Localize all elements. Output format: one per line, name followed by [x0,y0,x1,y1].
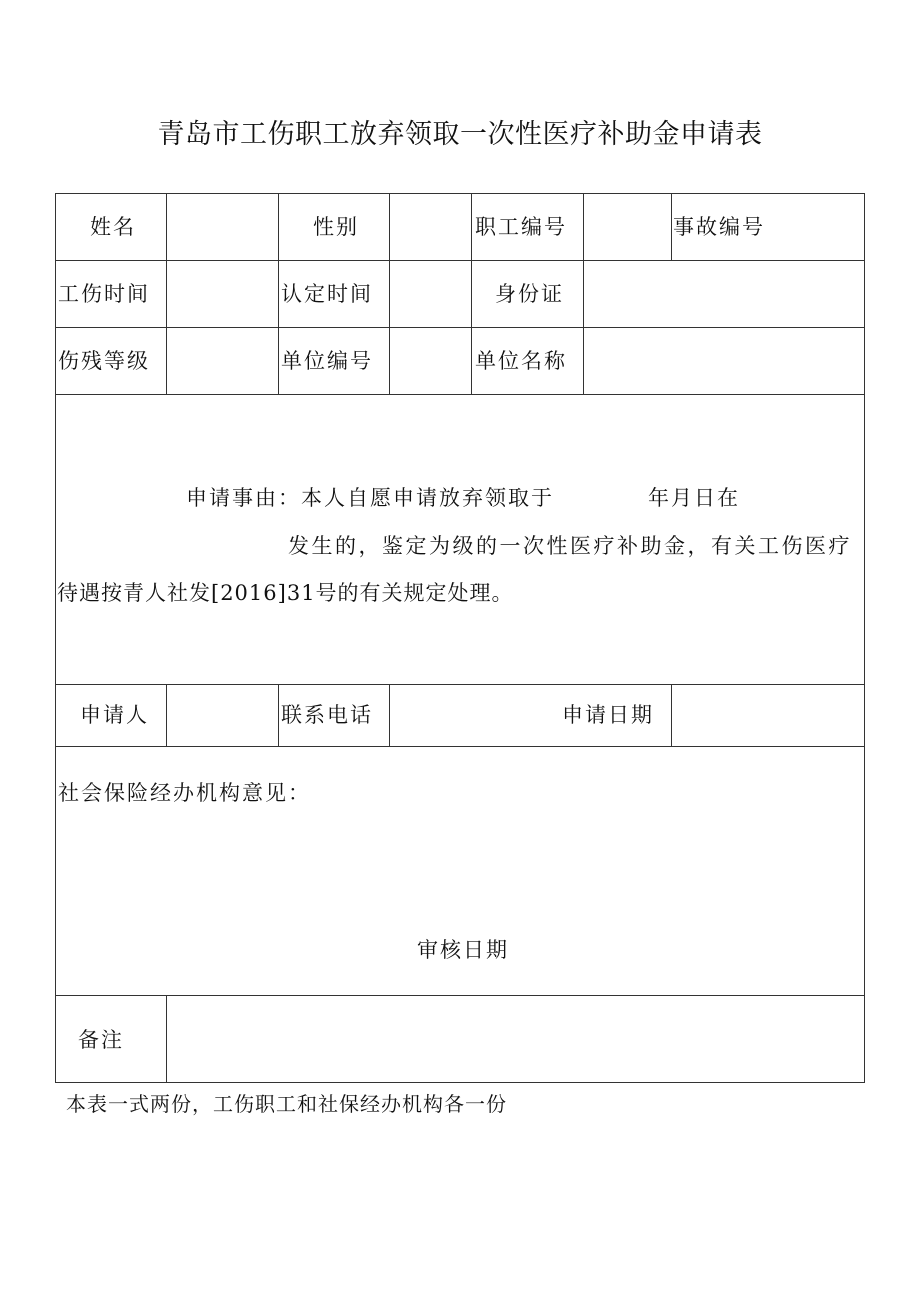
row-divider [55,394,865,395]
page-title: 青岛市工伤职工放弃领取一次性医疗补助金申请表 [157,119,763,150]
col-divider [166,684,167,746]
label-injury-time: 工伤时间 [58,282,150,306]
col-divider [471,193,472,394]
label-employee-no: 职工编号 [475,215,567,239]
col-divider [583,193,584,394]
reason-line1-b: 年月日在 [648,486,740,510]
col-divider [671,684,672,746]
label-remarks: 备注 [78,1028,124,1052]
col-divider [166,995,167,1083]
label-agency-opinion: 社会保险经办机构意见： [58,781,311,805]
col-divider [278,684,279,746]
row-divider [55,684,865,685]
label-review-date: 审核日期 [417,938,509,962]
label-disability-grade: 伤残等级 [58,349,150,373]
label-name: 姓名 [90,215,136,239]
label-phone: 联系电话 [281,703,373,727]
label-accident-no: 事故编号 [673,215,765,239]
reason-line3: 待遇按青人社发[2016]31号的有关规定处理。 [57,581,514,605]
row-divider [55,746,865,747]
label-unit-name: 单位名称 [475,349,567,373]
col-divider [389,193,390,394]
label-id-card: 身份证 [495,282,564,306]
label-applicant: 申请人 [80,703,149,727]
row-divider [55,260,865,261]
label-unit-no: 单位编号 [281,349,373,373]
col-divider [278,193,279,394]
reason-line2: 发生的，鉴定为级的一次性医疗补助金，有关工伤医疗 [288,534,852,558]
label-gender: 性别 [313,215,359,239]
row-divider [55,995,865,996]
reason-line1-a: 申请事由：本人自愿申请放弃领取于 [186,486,554,510]
label-apply-date: 申请日期 [562,703,654,727]
col-divider [671,193,672,260]
col-divider [389,684,390,746]
row-divider [55,327,865,328]
footer-note: 本表一式两份，工伤职工和社保经办机构各一份 [66,1092,507,1116]
col-divider [166,193,167,394]
label-recognition-time: 认定时间 [281,282,373,306]
